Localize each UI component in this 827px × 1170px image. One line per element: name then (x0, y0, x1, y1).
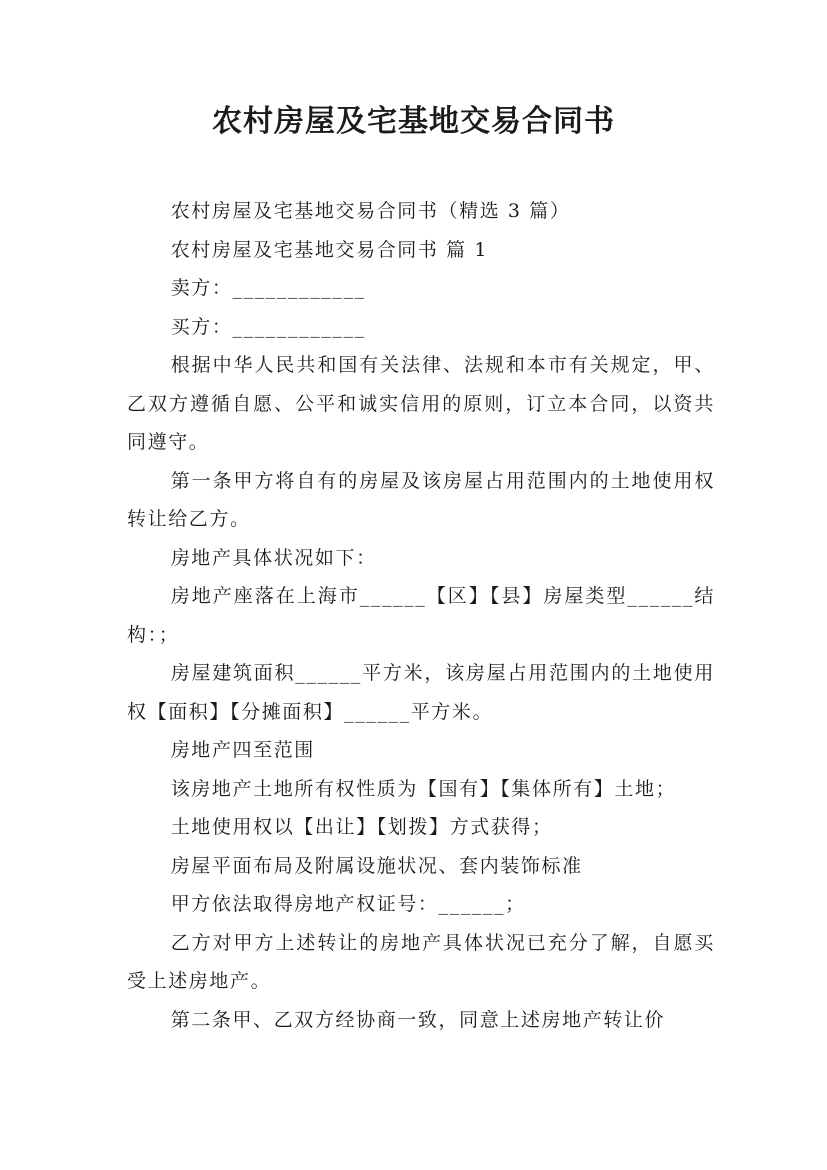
document-title: 农村房屋及宅基地交易合同书 (212, 104, 615, 139)
paragraph-property-status: 房地产具体状况如下： (170, 546, 377, 569)
paragraph-article-2: 第二条甲、乙双方经协商一致，同意上述房地产转让价 (170, 1008, 666, 1031)
document-body (127, 192, 715, 1039)
paragraph-article-1: 第一条甲方将自有的房屋及该房屋占用范围内的土地使用权转让给乙方。 (127, 469, 715, 530)
paragraph-boundaries: 房地产四至范围 (170, 739, 315, 761)
paragraph-layout: 房屋平面布局及附属设施状况、套内装饰标准 (170, 854, 583, 877)
paragraph-seller: 卖方：____________ (170, 277, 366, 299)
paragraph-buyer-acknowledgement: 乙方对甲方上述转让的房地产具体状况已充分了解，自愿买受上述房地产。 (127, 931, 715, 992)
paragraph-subtitle: 农村房屋及宅基地交易合同书（精选 3 篇） (170, 200, 571, 222)
paragraph-land-use-right: 土地使用权以【出让】【划拨】方式获得； (170, 816, 553, 838)
paragraph-section-heading: 农村房屋及宅基地交易合同书 篇 1 (170, 238, 489, 261)
paragraph-location: 房地产座落在上海市______【区】【县】房屋类型______结构：； (127, 585, 715, 646)
paragraph-preamble: 根据中华人民共和国有关法律、法规和本市有关规定，甲、乙双方遵循自愿、公平和诚实信用的原则，订立本合同，以资共同遵守。 (127, 354, 715, 453)
paragraph-land-ownership: 该房地产土地所有权性质为【国有】【集体所有】土地； (170, 777, 677, 800)
paragraph-certificate: 甲方依法取得房地产权证号：______； (170, 893, 526, 915)
paragraph-area: 房屋建筑面积______平方米，该房屋占用范围内的土地使用权【面积】【分摊面积】______平方米。 (127, 662, 715, 723)
paragraph-buyer: 买方：____________ (170, 315, 366, 338)
